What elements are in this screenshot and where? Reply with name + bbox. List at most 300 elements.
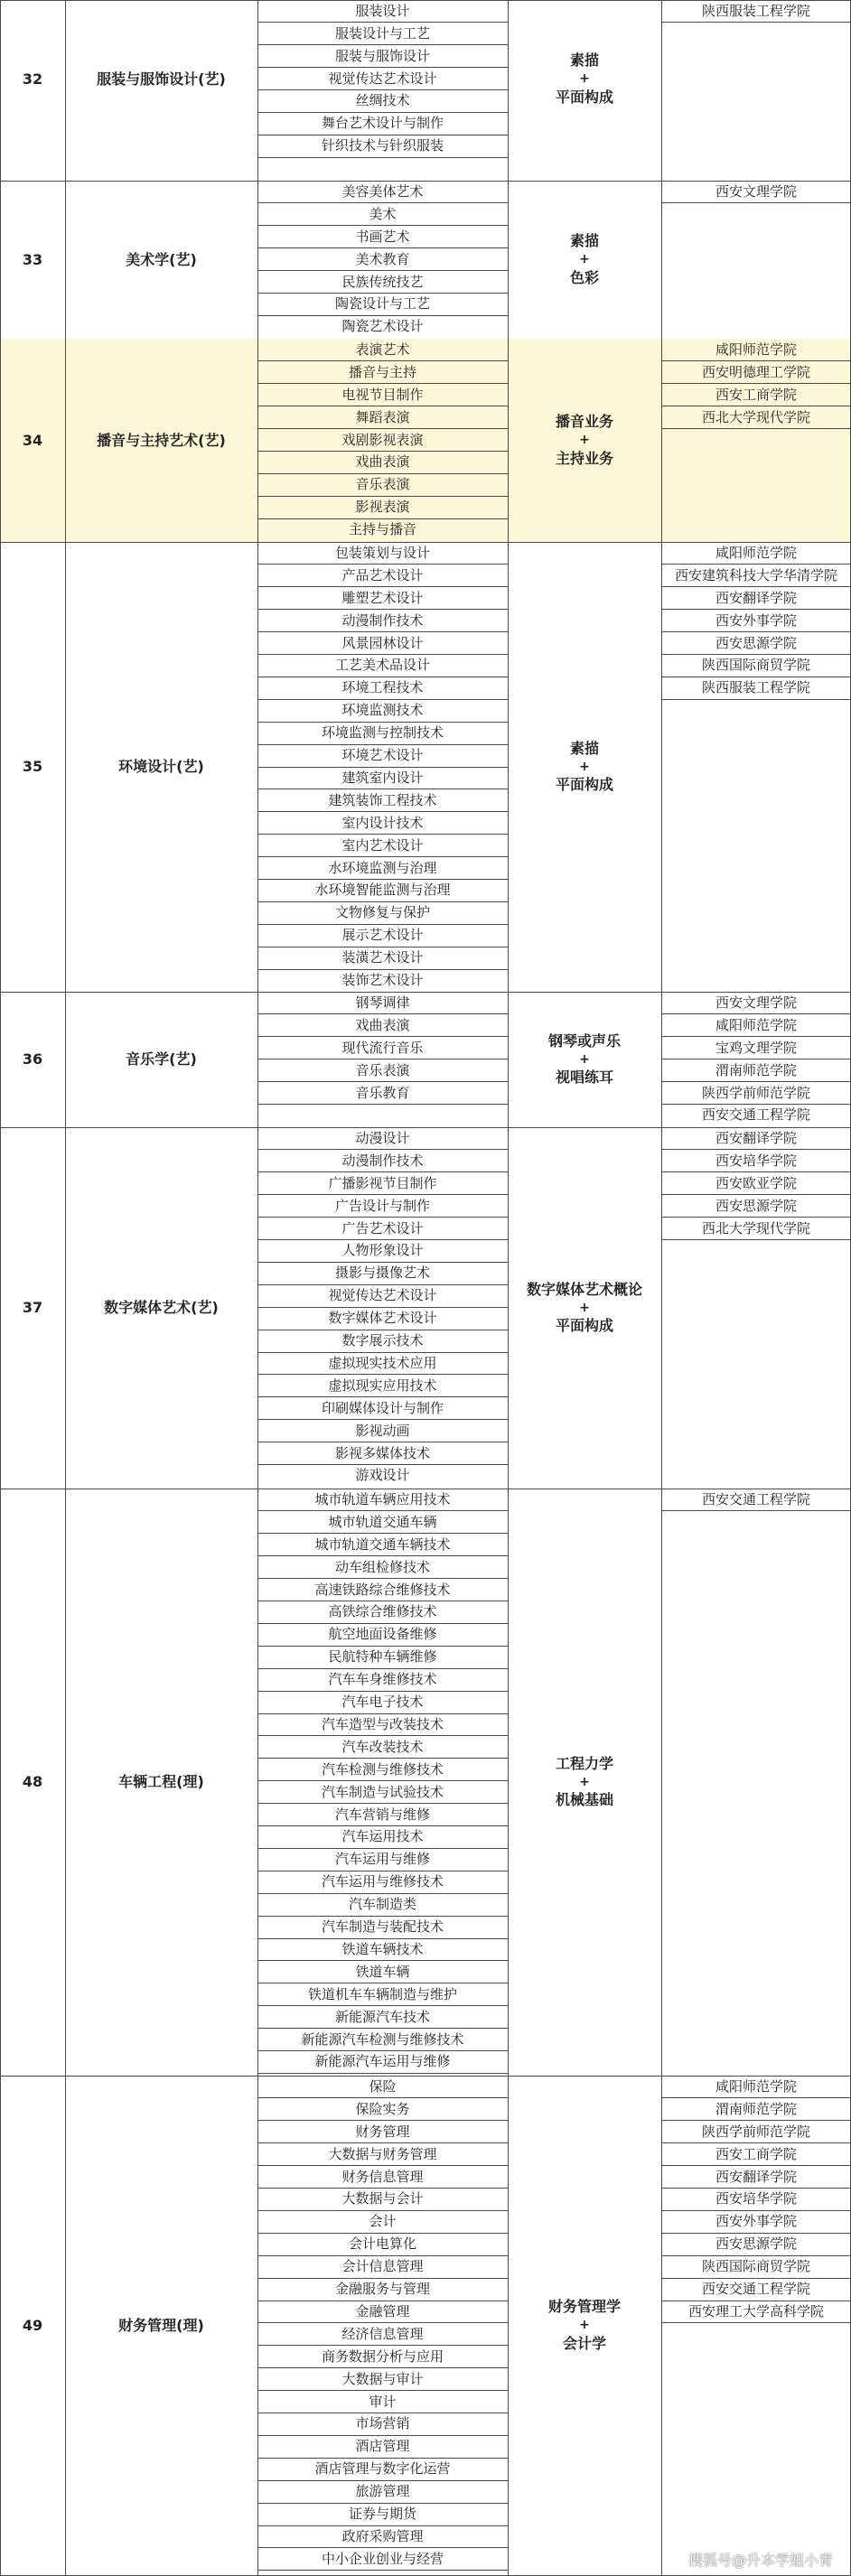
vocational-major: 影视动画 — [257, 1420, 508, 1442]
sub-row-line — [257, 856, 508, 857]
vocational-major: 影视多媒体技术 — [257, 1442, 508, 1465]
vocational-major: 动漫制作技术 — [257, 610, 508, 632]
sub-row-line — [257, 1419, 508, 1420]
vocational-major: 戏曲表演 — [257, 1014, 508, 1037]
sub-row-line — [661, 1036, 851, 1037]
sub-row-line — [257, 2233, 508, 2234]
vocational-major: 汽车车身维修技术 — [257, 1668, 508, 1691]
sub-row-line — [257, 811, 508, 812]
sub-row-line — [661, 2278, 851, 2279]
sub-row-line — [257, 428, 508, 429]
sub-row-line — [257, 1352, 508, 1353]
major-name: 数字媒体艺术(艺) — [65, 1127, 257, 1489]
vocational-major: 汽车营销与维修 — [257, 1804, 508, 1826]
vocational-major: 证券与期货 — [257, 2503, 508, 2525]
school-name: 西安翻译学院 — [661, 2166, 851, 2189]
school-name: 咸阳师范学院 — [661, 1014, 851, 1037]
sub-row-line — [257, 2367, 508, 2368]
sub-row-line — [257, 1104, 508, 1105]
vocational-major: 虚拟现实应用技术 — [257, 1375, 508, 1397]
vocational-major: 丝绸技术 — [257, 90, 508, 113]
vocational-major: 风景园林设计 — [257, 632, 508, 655]
vocational-major: 影视表演 — [257, 496, 508, 518]
sub-row-line — [257, 1646, 508, 1647]
vocational-major: 视觉传达艺术设计 — [257, 1284, 508, 1307]
vocational-major: 保险 — [257, 2076, 508, 2098]
sub-row-line — [257, 1284, 508, 1285]
sub-row-line — [661, 2210, 851, 2211]
sub-row-line — [661, 2233, 851, 2234]
school-name: 咸阳师范学院 — [661, 542, 851, 565]
sub-row-line — [661, 202, 851, 203]
vocational-major: 人物形象设计 — [257, 1240, 508, 1263]
vocational-major: 城市轨道交通车辆 — [257, 1511, 508, 1534]
vocational-major: 酒店管理与数字化运营 — [257, 2458, 508, 2480]
school-name: 西安交通工程学院 — [661, 1489, 851, 1511]
vocational-major: 戏曲表演 — [257, 452, 508, 474]
major-name: 服装与服饰设计(艺) — [65, 0, 257, 181]
vocational-major: 汽车制造类 — [257, 1893, 508, 1916]
sub-row-line — [257, 1171, 508, 1172]
vocational-major: 室内设计技术 — [257, 812, 508, 835]
sub-row-line — [661, 2322, 851, 2323]
sub-row-line — [257, 2525, 508, 2526]
sub-row-line — [257, 2255, 508, 2256]
vocational-major: 城市轨道车辆应用技术 — [257, 1489, 508, 1511]
sub-row-line — [257, 2345, 508, 2346]
sub-row-line — [257, 2165, 508, 2166]
vocational-major: 汽车改装技术 — [257, 1736, 508, 1759]
sub-row-line — [257, 2322, 508, 2323]
sub-row-line — [661, 631, 851, 632]
vocational-major: 动车组检修技术 — [257, 1556, 508, 1579]
major-name: 播音与主持艺术(艺) — [65, 339, 257, 542]
major-name: 环境设计(艺) — [65, 542, 257, 992]
sub-row-line — [257, 496, 508, 497]
sub-row-line — [257, 202, 508, 203]
vocational-major: 商务数据分析与应用 — [257, 2346, 508, 2368]
vocational-major: 会计 — [257, 2210, 508, 2233]
vocational-major: 电视节目制作 — [257, 384, 508, 406]
sub-row-line — [257, 2278, 508, 2279]
exam-plus: + — [579, 1300, 590, 1317]
exam-subject: 色彩 — [570, 268, 599, 288]
vocational-major: 新能源汽车技术 — [257, 2006, 508, 2029]
group-number: 32 — [0, 0, 65, 181]
vocational-major: 汽车运用技术 — [257, 1826, 508, 1849]
school-name: 西安工商学院 — [661, 384, 851, 406]
school-name: 陕西学前师范学院 — [661, 2121, 851, 2143]
exam-subject: 平面构成 — [556, 88, 613, 107]
column-line — [0, 0, 1, 2575]
sub-row-line — [257, 2097, 508, 2098]
exam-subject: 视唱练耳 — [556, 1068, 613, 1087]
vocational-major: 民航特种车辆维修 — [257, 1646, 508, 1668]
sub-row-line — [257, 2458, 508, 2459]
school-name: 陕西国际商贸学院 — [661, 655, 851, 677]
school-name: 咸阳师范学院 — [661, 339, 851, 361]
vocational-major: 虚拟现实技术应用 — [257, 1352, 508, 1375]
vocational-major: 大数据与财务管理 — [257, 2143, 508, 2166]
exam-subjects — [508, 339, 661, 542]
sub-row-line — [661, 360, 851, 361]
vocational-major: 广告设计与制作 — [257, 1195, 508, 1218]
sub-row-line — [661, 2097, 851, 2098]
sub-row-line — [257, 1036, 508, 1037]
sub-row-line — [661, 586, 851, 587]
school-name: 陕西学前师范学院 — [661, 1082, 851, 1105]
sub-row-line — [257, 2073, 508, 2074]
vocational-major: 舞蹈表演 — [257, 406, 508, 429]
vocational-major: 金融服务与管理 — [257, 2278, 508, 2301]
watermark: 搜狐号@升本学姐小青 — [688, 2549, 833, 2570]
vocational-major: 环境监测与控制技术 — [257, 722, 508, 744]
vocational-major: 审计 — [257, 2391, 508, 2413]
exam-subject: 主持业务 — [556, 449, 613, 469]
vocational-major: 大数据与会计 — [257, 2189, 508, 2211]
school-name: 咸阳师范学院 — [661, 2076, 851, 2098]
vocational-major: 现代流行音乐 — [257, 1037, 508, 1059]
sub-row-line — [257, 157, 508, 158]
school-name: 西安翻译学院 — [661, 587, 851, 610]
vocational-major: 广播影视节目制作 — [257, 1172, 508, 1195]
exam-subject: 平面构成 — [556, 1316, 613, 1336]
vocational-major: 汽车检测与维修技术 — [257, 1759, 508, 1781]
sub-row-line — [257, 1825, 508, 1826]
major-name: 车辆工程(理) — [65, 1489, 257, 2076]
sub-row-line — [257, 451, 508, 452]
group-number: 48 — [0, 1489, 65, 2076]
sub-row-line — [257, 89, 508, 90]
column-line — [257, 0, 258, 2575]
vocational-major: 视觉传达艺术设计 — [257, 68, 508, 90]
school-name: 西安明德理工学院 — [661, 361, 851, 384]
school-name: 西安理工大学高科学院 — [661, 2301, 851, 2323]
sub-row-line — [257, 112, 508, 113]
sub-row-line — [257, 609, 508, 610]
vocational-major: 环境艺术设计 — [257, 744, 508, 767]
school-name: 西安外事学院 — [661, 610, 851, 632]
sub-row-line — [257, 1713, 508, 1714]
vocational-major: 动漫设计 — [257, 1127, 508, 1150]
vocational-major: 建筑装饰工程技术 — [257, 789, 508, 812]
sub-row-line — [661, 564, 851, 565]
sub-row-line — [257, 1780, 508, 1781]
school-name: 西安文理学院 — [661, 181, 851, 203]
vocational-major: 新能源汽车检测与维修技术 — [257, 2029, 508, 2051]
major-name: 财务管理(理) — [65, 2076, 257, 2575]
school-name: 西北大学现代学院 — [661, 1218, 851, 1240]
sub-row-line — [257, 1758, 508, 1759]
column-line — [508, 0, 509, 2575]
school-name: 渭南师范学院 — [661, 2098, 851, 2121]
exam-subject: 会计学 — [563, 2334, 606, 2354]
school-name: 西安翻译学院 — [661, 1127, 851, 1150]
school-name: 宝鸡文理学院 — [661, 1037, 851, 1059]
sub-row-line — [257, 1960, 508, 1961]
sub-row-line — [257, 1623, 508, 1624]
vocational-major: 水环境智能监测与治理 — [257, 880, 508, 902]
sub-row-line — [257, 767, 508, 768]
sub-row-line — [257, 1013, 508, 1014]
school-name: 西北大学现代学院 — [661, 406, 851, 429]
sub-row-line — [661, 2165, 851, 2166]
sub-row-line — [257, 1916, 508, 1917]
school-name: 西安交通工程学院 — [661, 2278, 851, 2301]
exam-subject: 钢琴或声乐 — [548, 1031, 621, 1051]
exam-subject: 播音业务 — [556, 412, 613, 432]
vocational-major: 民族传统技艺 — [257, 271, 508, 294]
sub-row-line — [661, 2120, 851, 2121]
vocational-major: 汽车制造与试验技术 — [257, 1781, 508, 1804]
vocational-major: 装潢艺术设计 — [257, 947, 508, 969]
vocational-major: 汽车制造与装配技术 — [257, 1916, 508, 1938]
vocational-major: 航空地面设备维修 — [257, 1623, 508, 1646]
sub-row-line — [661, 2142, 851, 2143]
school-name: 西安文理学院 — [661, 992, 851, 1014]
exam-plus: + — [579, 759, 590, 776]
sub-row-line — [257, 1803, 508, 1804]
vocational-major: 高铁综合维修技术 — [257, 1601, 508, 1624]
sub-row-line — [257, 1149, 508, 1150]
sub-row-line — [257, 247, 508, 248]
exam-plus: + — [579, 1051, 590, 1069]
exam-subjects — [508, 181, 661, 339]
sub-row-line — [257, 834, 508, 835]
vocational-major: 播音与主持 — [257, 361, 508, 384]
sub-row-line — [257, 270, 508, 271]
vocational-major: 美容美体艺术 — [257, 181, 508, 203]
exam-subjects — [508, 2076, 661, 2575]
sub-row-line — [257, 1691, 508, 1692]
sub-row-line — [257, 1374, 508, 1375]
vocational-major: 水环境监测与治理 — [257, 857, 508, 880]
school-name: 西安培华学院 — [661, 1150, 851, 1172]
vocational-major: 高速铁路综合维修技术 — [257, 1579, 508, 1601]
column-line — [661, 0, 662, 2575]
sub-row-line — [257, 969, 508, 970]
sub-row-line — [257, 631, 508, 632]
sub-row-line — [257, 722, 508, 723]
sub-row-line — [257, 518, 508, 519]
group-number: 35 — [0, 542, 65, 992]
vocational-major: 市场营销 — [257, 2413, 508, 2436]
vocational-major: 摄影与摄像艺术 — [257, 1262, 508, 1284]
vocational-major: 财务管理 — [257, 2121, 508, 2143]
sub-row-line — [257, 1510, 508, 1511]
exam-subject: 素描 — [570, 231, 599, 251]
vocational-major: 美术 — [257, 203, 508, 226]
sub-row-line — [257, 1555, 508, 1556]
vocational-major: 服装设计与工艺 — [257, 23, 508, 45]
sub-row-line — [257, 2005, 508, 2006]
vocational-major: 环境监测技术 — [257, 699, 508, 722]
school-name: 陕西国际商贸学院 — [661, 2255, 851, 2278]
exam-subjects — [508, 992, 661, 1127]
vocational-major: 音乐表演 — [257, 473, 508, 496]
sub-row-line — [257, 383, 508, 384]
school-name: 西安培华学院 — [661, 2189, 851, 2211]
sub-row-line — [661, 1081, 851, 1082]
vocational-major: 主持与播音 — [257, 518, 508, 541]
vocational-major: 音乐表演 — [257, 1059, 508, 1082]
column-line — [65, 0, 66, 2575]
sub-row-line — [257, 360, 508, 361]
sub-row-line — [661, 2255, 851, 2256]
sub-row-line — [257, 654, 508, 655]
vocational-major: 展示艺术设计 — [257, 924, 508, 947]
sub-row-line — [257, 2390, 508, 2391]
sub-row-line — [257, 44, 508, 45]
sub-row-line — [661, 22, 851, 23]
vocational-major: 针织技术与针织服装 — [257, 135, 508, 157]
school-name: 西安交通工程学院 — [661, 1105, 851, 1127]
vocational-major: 金融管理 — [257, 2301, 508, 2323]
sub-row-line — [661, 609, 851, 610]
vocational-major: 动漫制作技术 — [257, 1150, 508, 1172]
exam-subject: 素描 — [570, 739, 599, 759]
sub-row-line — [257, 1262, 508, 1263]
vocational-major: 服装与服饰设计 — [257, 45, 508, 68]
sub-row-line — [257, 1668, 508, 1669]
vocational-major: 书画艺术 — [257, 226, 508, 248]
vocational-major: 数字展示技术 — [257, 1330, 508, 1352]
group-number: 36 — [0, 992, 65, 1127]
sub-row-line — [661, 654, 851, 655]
vocational-major: 陶瓷艺术设计 — [257, 315, 508, 338]
sub-row-line — [661, 1194, 851, 1195]
vocational-major: 会计电算化 — [257, 2233, 508, 2255]
exam-subject: 素描 — [570, 51, 599, 70]
vocational-major: 服装设计 — [257, 0, 508, 23]
vocational-major: 财务信息管理 — [257, 2166, 508, 2189]
vocational-major: 汽车造型与改装技术 — [257, 1713, 508, 1736]
sub-row-line — [257, 2503, 508, 2504]
sub-row-line — [257, 2050, 508, 2051]
vocational-major: 会计信息管理 — [257, 2255, 508, 2278]
vocational-major: 装饰艺术设计 — [257, 969, 508, 992]
sub-row-line — [257, 901, 508, 902]
exam-subject: 平面构成 — [556, 775, 613, 795]
exam-plus: + — [579, 432, 590, 449]
vocational-major: 舞台艺术设计与制作 — [257, 112, 508, 135]
vocational-major: 数字媒体艺术设计 — [257, 1307, 508, 1330]
sub-row-line — [661, 1510, 851, 1511]
vocational-major: 音乐教育 — [257, 1082, 508, 1105]
exam-plus: + — [579, 1774, 590, 1791]
exam-subjects — [508, 1489, 661, 2076]
major-name: 音乐学(艺) — [65, 992, 257, 1127]
exam-subject: 机械基础 — [556, 1790, 613, 1810]
vocational-major: 陶瓷设计与工艺 — [257, 294, 508, 316]
sub-row-line — [661, 1239, 851, 1240]
school-name: 西安外事学院 — [661, 2210, 851, 2233]
vocational-major: 铁道车辆 — [257, 1961, 508, 1983]
vocational-major: 政府采购管理 — [257, 2525, 508, 2548]
exam-plus: + — [579, 70, 590, 88]
sub-row-line — [661, 2188, 851, 2189]
sub-row-line — [257, 699, 508, 700]
school-name: 渭南师范学院 — [661, 1059, 851, 1082]
sub-row-line — [257, 586, 508, 587]
sub-row-line — [661, 1217, 851, 1218]
major-name: 美术学(艺) — [65, 181, 257, 339]
vocational-major: 中小企业创业与经营 — [257, 2548, 508, 2571]
vocational-major: 新能源汽车运用与维修 — [257, 2051, 508, 2074]
vocational-major: 汽车电子技术 — [257, 1691, 508, 1713]
sub-row-line — [257, 1217, 508, 1218]
group-number: 34 — [0, 339, 65, 542]
vocational-major: 戏剧影视表演 — [257, 429, 508, 452]
vocational-major: 保险实务 — [257, 2098, 508, 2121]
sub-row-line — [661, 428, 851, 429]
vocational-major: 美术教育 — [257, 248, 508, 271]
sub-row-line — [257, 1578, 508, 1579]
exam-subject: 数字媒体艺术概论 — [527, 1280, 642, 1300]
sub-row-line — [257, 1938, 508, 1939]
sub-row-line — [661, 383, 851, 384]
school-name: 西安工商学院 — [661, 2143, 851, 2166]
sub-row-line — [257, 2435, 508, 2436]
sub-row-line — [257, 1081, 508, 1082]
vocational-major: 表演艺术 — [257, 339, 508, 361]
exam-subject: 财务管理学 — [548, 2297, 621, 2317]
sub-row-line — [257, 2210, 508, 2211]
sub-row-line — [257, 1893, 508, 1894]
school-name: 西安思源学院 — [661, 2233, 851, 2255]
school-name: 陕西服装工程学院 — [661, 677, 851, 699]
exam-subjects — [508, 1127, 661, 1489]
vocational-major: 城市轨道交通车辆技术 — [257, 1534, 508, 1556]
vocational-major: 钢琴调律 — [257, 992, 508, 1014]
school-name: 西安思源学院 — [661, 632, 851, 655]
vocational-major: 酒店管理 — [257, 2435, 508, 2458]
sub-row-line — [257, 1464, 508, 1465]
table-top-border — [0, 0, 851, 1]
vocational-major: 铁道机车车辆制造与维护 — [257, 1983, 508, 2006]
vocational-major: 铁道车辆技术 — [257, 1938, 508, 1961]
sub-row-line — [257, 2570, 508, 2571]
sub-row-line — [257, 2547, 508, 2548]
sub-row-line — [257, 22, 508, 23]
sub-row-line — [257, 2120, 508, 2121]
exam-plus: + — [579, 251, 590, 268]
school-name: 西安思源学院 — [661, 1195, 851, 1218]
exam-plus: + — [579, 2317, 590, 2334]
vocational-major: 包装策划与设计 — [257, 542, 508, 565]
sub-row-line — [257, 1533, 508, 1534]
school-name: 西安欧亚学院 — [661, 1172, 851, 1195]
vocational-major: 印刷媒体设计与制作 — [257, 1397, 508, 1420]
group-number: 33 — [0, 181, 65, 339]
sub-row-line — [257, 315, 508, 316]
vocational-major: 文物修复与保护 — [257, 901, 508, 924]
vocational-major: 汽车运用与维修技术 — [257, 1871, 508, 1893]
vocational-major: 旅游管理 — [257, 2480, 508, 2503]
vocational-major: 雕塑艺术设计 — [257, 587, 508, 610]
vocational-major: 室内艺术设计 — [257, 835, 508, 857]
vocational-major: 游戏设计 — [257, 1465, 508, 1488]
sub-row-line — [257, 2480, 508, 2481]
exam-subjects — [508, 542, 661, 992]
vocational-major: 汽车运用与维修 — [257, 1848, 508, 1871]
sub-row-line — [257, 1194, 508, 1195]
vocational-major: 工艺美术品设计 — [257, 655, 508, 677]
vocational-major: 大数据与审计 — [257, 2368, 508, 2391]
sub-row-line — [257, 1239, 508, 1240]
exam-subject: 工程力学 — [556, 1754, 613, 1774]
sub-row-line — [257, 2188, 508, 2189]
